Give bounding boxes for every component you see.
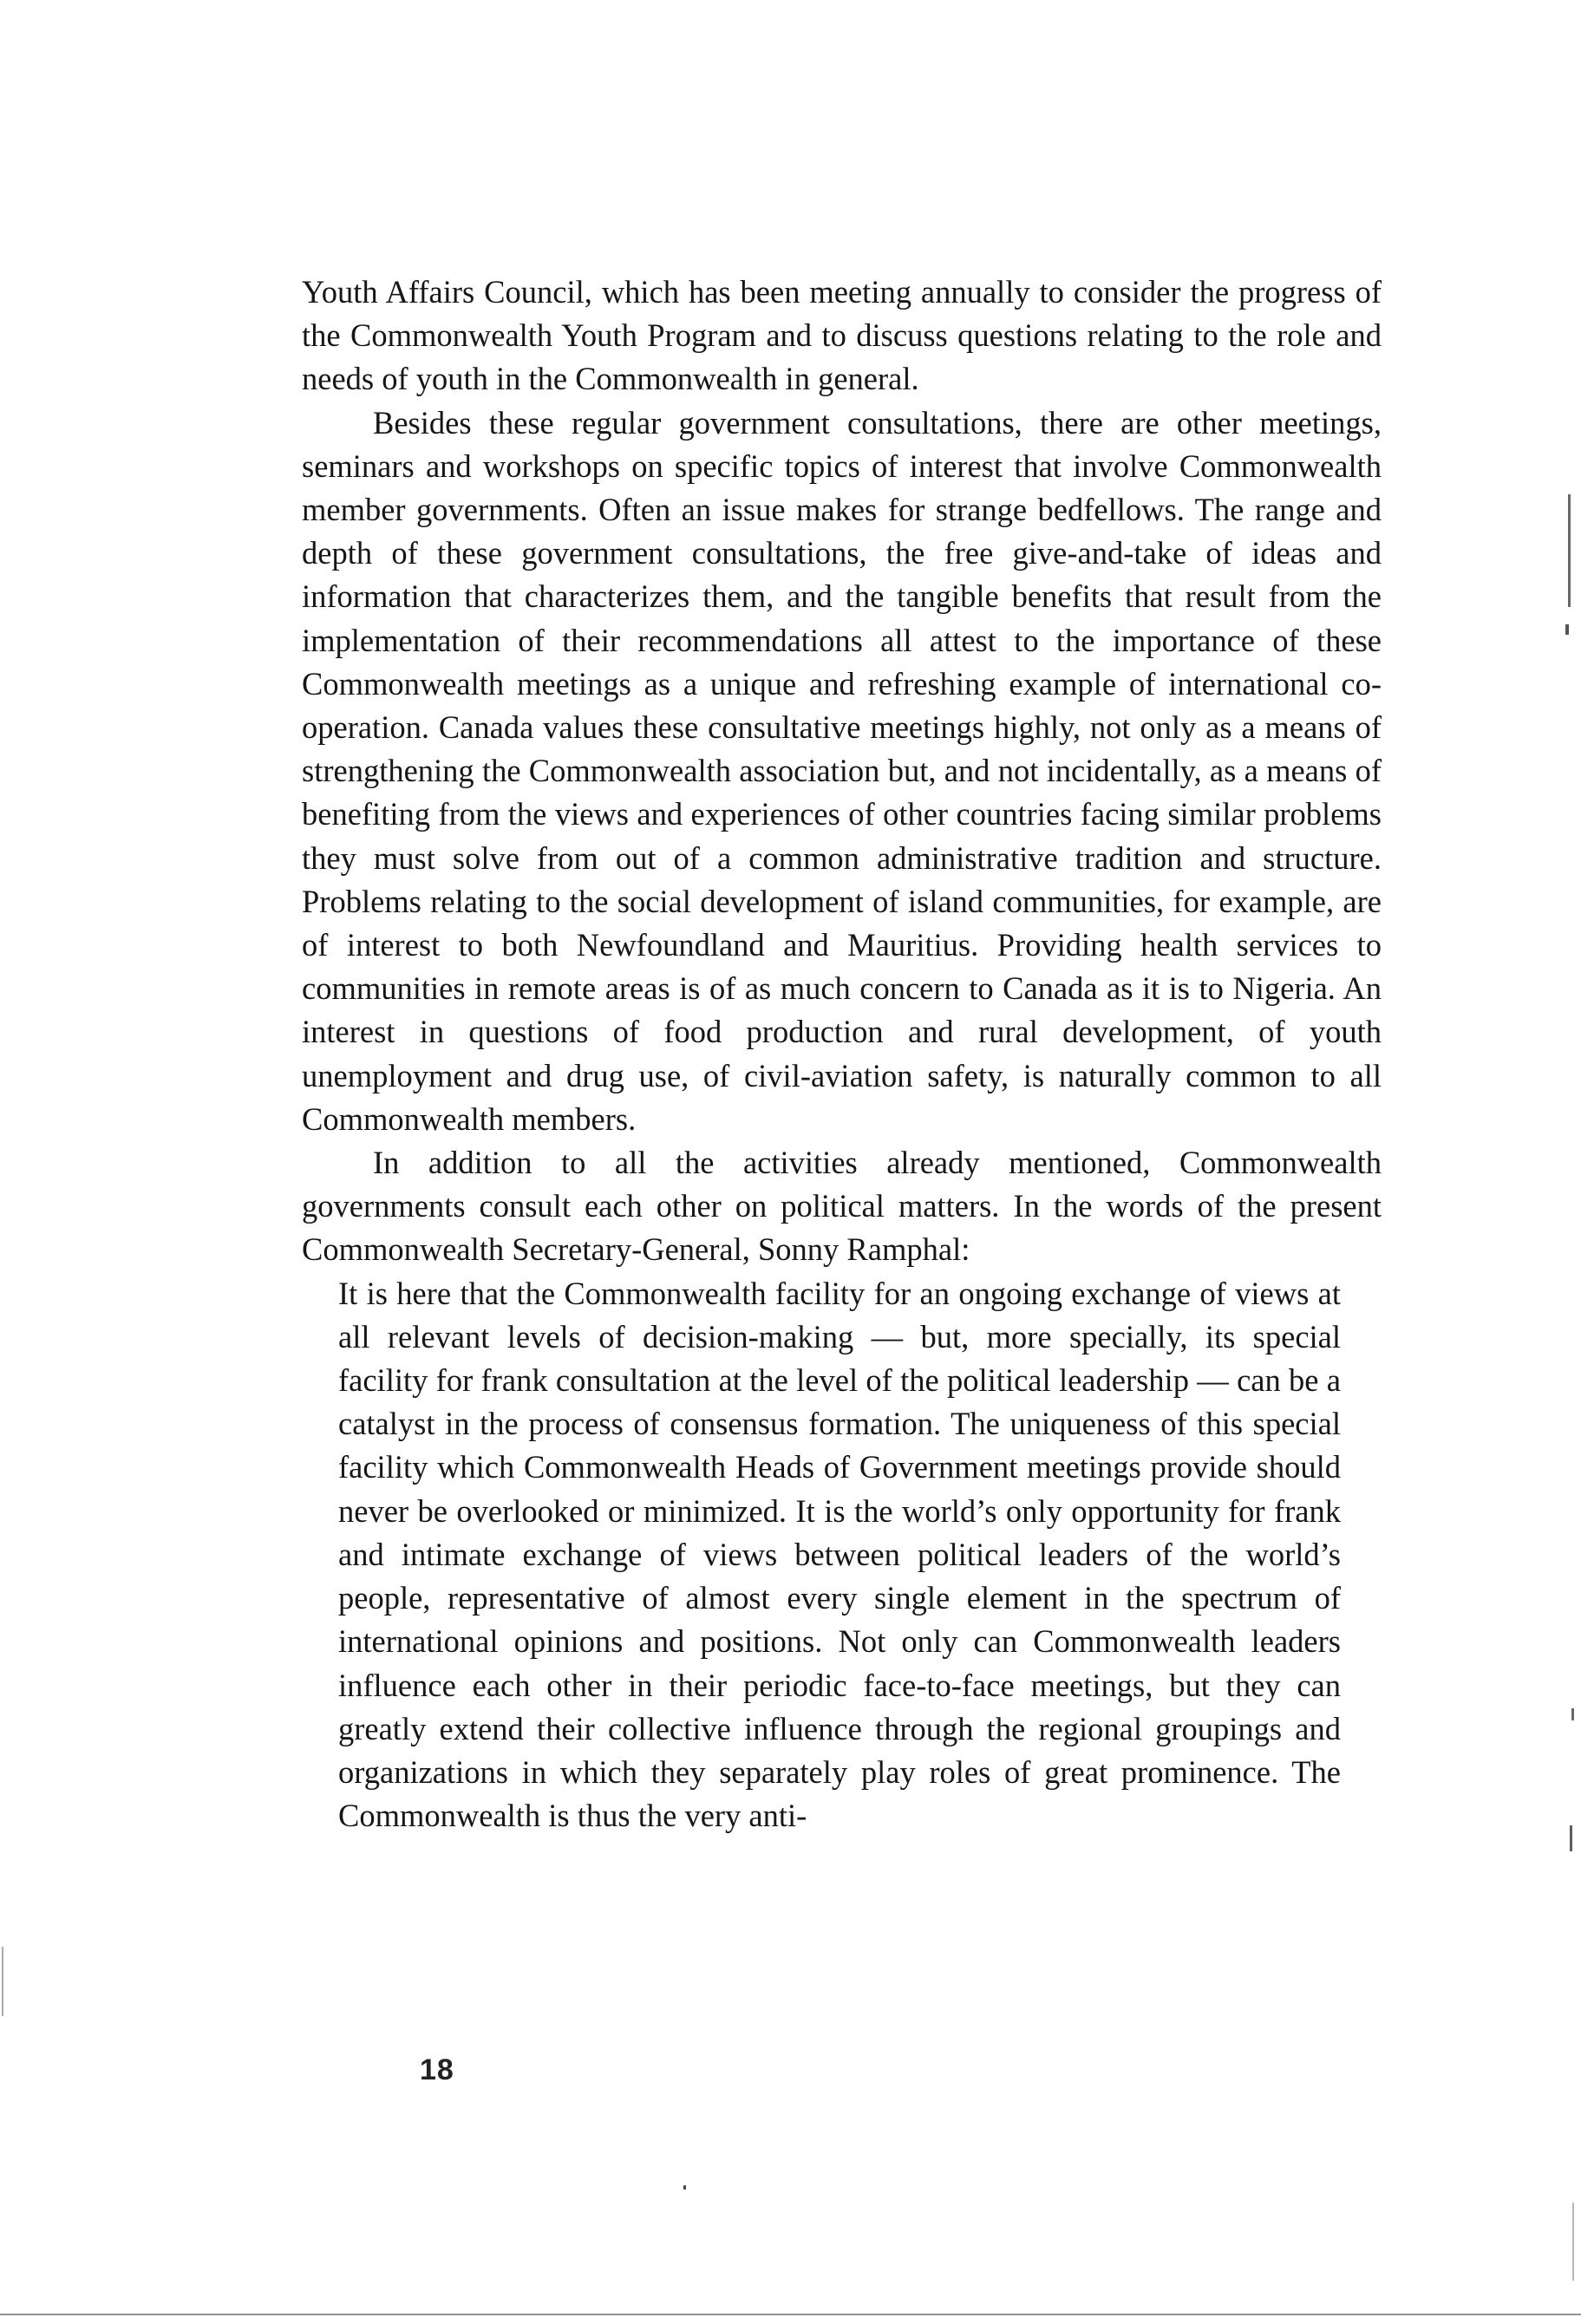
paragraph-political-matters: In addition to all the activities already mentioned, Commonwealth governments consult each other on political matters. In the words of the present Commonwealth Secretary-General, Sonny Ramphal: bbox=[302, 1145, 1382, 1268]
scan-speck bbox=[683, 2185, 686, 2190]
page-number: 18 bbox=[420, 2053, 454, 2086]
scan-edge-mark bbox=[1571, 1708, 1574, 1720]
scan-bottom-edge bbox=[0, 2314, 1581, 2315]
scan-edge-mark bbox=[2, 1947, 3, 2016]
scan-edge-mark bbox=[1565, 624, 1569, 635]
scan-edge-mark bbox=[1572, 2203, 1574, 2281]
scan-edge-mark bbox=[1568, 494, 1571, 607]
scan-edge-mark bbox=[1570, 1825, 1572, 1851]
ramphal-quote: It is here that the Commonwealth facility for an ongoing exchange of views at all relevant levels of decision-making — but, more specially, its special facility for frank consultation at the level of the political leadership — can be a catalyst in the process of consensus formation. The uniqueness of this special facility which Commonwealth Heads of Government meetings provide should never be overlooked or minimized. It is the world’s only opportunity for frank and intimate exchange of views between political leaders of the world’s people, representative of almost every single element in the spectrum of international opinions and positions. Not only can Commonwealth leaders influence each other in their periodic face-to-face meetings, but they can greatly extend their collective influence through the regional groupings and organizations in which they separately play roles of great prominence. The Commonwealth is thus the very anti- bbox=[338, 1275, 1341, 1834]
paragraph-government-consultations: Besides these regular government consultations, there are other meetings, seminars and workshops on specific topics of interest that involve Commonwealth member governments. Often an issue makes for strange bedfellows. The range and depth of these government consultations, the free give-and-take of ideas and information that characterizes them, and the tangible benefits that result from the implementation of their recommendations all attest to the importance of these Commonwealth meetings as a unique and refreshing example of international co-operation. Canada values these consultative meetings highly, not only as a means of strengthening the Commonwealth association but, and not incidentally, as a means of benefiting from the views and experiences of other countries facing similar problems they must solve from out of a common administrative tradition and structure. Problems relating to the social development of island communities, for example, are of interest to both Newfoundland and Mauritius. Providing health services to communities in remote areas is of as much concern to Canada as it is to Nigeria. An interest in questions of food production and rural development, of youth unemployment and drug use, of civil-aviation safety, is naturally common to all Commonwealth members. bbox=[302, 404, 1382, 1137]
paragraph-youth-affairs: Youth Affairs Council, which has been meeting annually to consider the progress of the Commonwealth Youth Program and to discuss questions relating to the role and needs of youth in the Commonwealth in general. bbox=[302, 274, 1382, 397]
body-text bbox=[302, 271, 1382, 1838]
